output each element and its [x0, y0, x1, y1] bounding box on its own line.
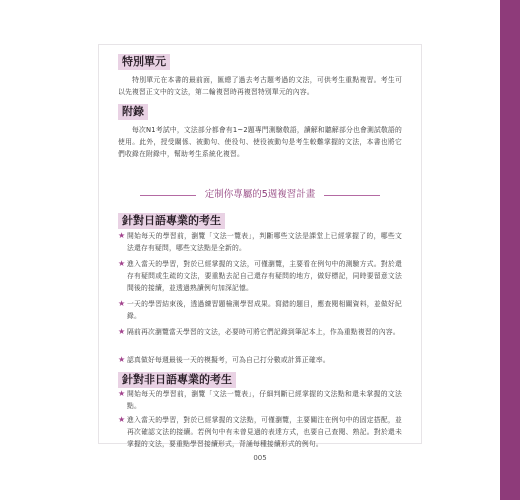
page-number: 005: [253, 454, 267, 462]
star-icon: ★: [118, 389, 126, 398]
special-unit-paragraph: [118, 74, 402, 98]
list-item: ★ 開始每天的學習前，瀏覽「文法一覽表」，判斷哪些文法是課堂上已經掌握了的，哪些文法還存有疑問，哪些文法點是全新的。: [118, 231, 402, 252]
appendix-text: 每次N1考試中，文法部分都會有1~2題專門測驗敬語，讀解和聽解部分也會測試敬語的使用。此外，授受關係、被動句、使役句、使役被動句是考生較難掌握的文法，本書也將它們收錄在附錄中，幫助考生系統化複習。: [118, 126, 402, 158]
star-icon: ★: [118, 355, 126, 364]
special-unit-text: 特別單元在本書的最前面，匯總了過去考古題考過的文法，可供考生重點複習。考生可以先複習正文中的文法，第二輪複習時再複習特別單元的內容。: [118, 76, 402, 96]
star-icon: ★: [118, 259, 126, 268]
chapter-color-tab: [500, 0, 520, 500]
star-icon: ★: [118, 231, 126, 240]
special-unit-heading: 特別單元: [118, 54, 170, 70]
list-item: ★ 進入當天的學習，對於已經掌握的文法點，可僅瀏覽，主要關注在例句中的固定搭配，並再次確認文法的接續。若例句中有未曾見過的表達方式，也要自己查閱、熟記。對於還未掌握的文法，要重點學習接續形式，背誦每種接續形式的例句。: [118, 415, 402, 448]
star-icon: ★: [118, 415, 126, 424]
list-item: ★ 認真做好每週最後一天的模擬考，可為自己打分數或計算正確率。: [118, 355, 330, 364]
list-item: ★ 一天的學習結束後，透過練習題檢測學習成果。寫錯的題目，應查閱相關資料，並做好紀錄。: [118, 299, 402, 320]
star-icon: ★: [118, 327, 126, 336]
appendix-heading: 附錄: [118, 104, 148, 120]
japanese-major-heading: 針對日語專業的考生: [118, 213, 225, 229]
star-icon: ★: [118, 299, 126, 308]
non-major-heading: 針對非日語專業的考生: [118, 372, 236, 388]
plan-title: 定制你專屬的5週複習計畫: [204, 189, 316, 200]
appendix-paragraph: [118, 124, 402, 160]
list-item: ★ 隔前再次瀏覽當天學習的文法，必要時可將它們記錄到筆記本上，作為重點複習的內容。: [118, 327, 400, 336]
list-item: ★ 開始每天的學習前，瀏覽「文法一覽表」，仔細判斷已經掌握的文法點和還未掌握的文法點。: [118, 389, 402, 410]
plan-title-rule-right: [324, 195, 380, 196]
list-item: ★ 進入當天的學習，對於已經掌握的文法，可僅瀏覽，主要看在例句中的測驗方式。對於還存有疑問或生疏的文法，要重點去記自己還存有疑問的地方，做好標記，同時要留意文法間後的接續，並透過熟讀例句加深記憶。: [118, 259, 402, 292]
plan-title-row: [118, 188, 402, 202]
